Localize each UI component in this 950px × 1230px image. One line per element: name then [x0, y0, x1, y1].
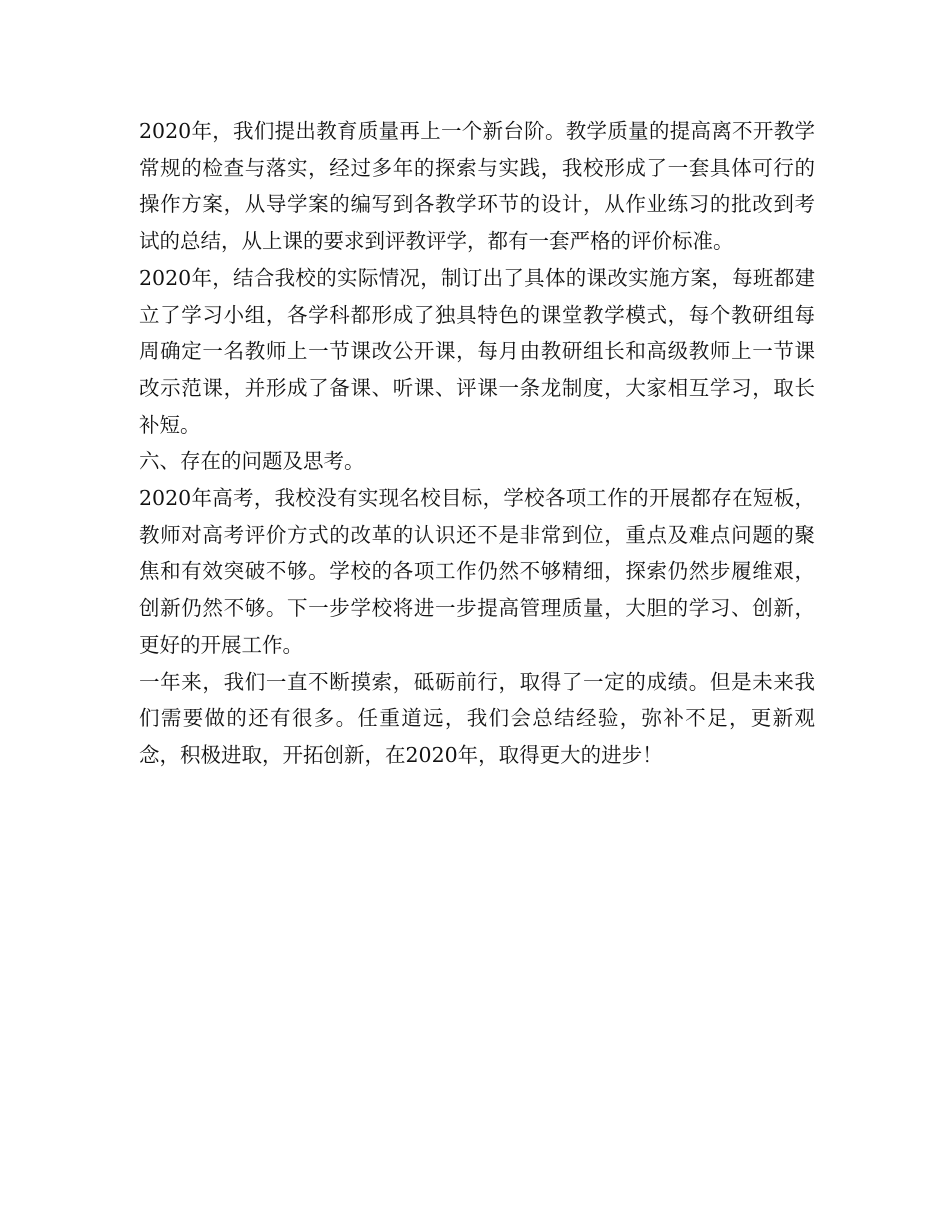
paragraph-teaching-quality: 2020年，我们提出教育质量再上一个新台阶。教学质量的提高离不开教学常规的检查与落实，经过多年的探索与实践，我校形成了一套具体可行的操作方案，从导学案的编写到各教学环节的设计，从作业练习的批改到考试的总结，从上课的要求到评教评学，都有一套严格的评价标准。 [139, 119, 815, 254]
paragraph-conclusion: 一年来，我们一直不断摸索，砥砺前行，取得了一定的成绩。但是未来我们需要做的还有很多。任重道远，我们会总结经验，弥补不足，更新观念，积极进取，开拓创新，在2020年，取得更大的进步！ [139, 669, 815, 767]
document-body [139, 113, 815, 774]
section-heading-problems: 六、存在的问题及思考。 [139, 449, 365, 474]
paragraph-curriculum-reform: 2020年，结合我校的实际情况，制订出了具体的课改实施方案，每班都建立了学习小组，各学科都形成了独具特色的课堂教学模式，每个教研组每周确定一名教师上一节课改公开课，每月由教研组长和高级教师上一节课改示范课，并形成了备课、听课、评课一条龙制度，大家相互学习，取长补短。 [139, 265, 815, 437]
paragraph-problems: 2020年高考，我校没有实现名校目标，学校各项工作的开展都存在短板，教师对高考评价方式的改革的认识还不是非常到位，重点及难点问题的聚焦和有效突破不够。学校的各项工作仍然不够精细，探索仍然步履维艰，创新仍然不够。下一步学校将进一步提高管理质量，大胆的学习、创新，更好的开展工作。 [139, 486, 815, 657]
